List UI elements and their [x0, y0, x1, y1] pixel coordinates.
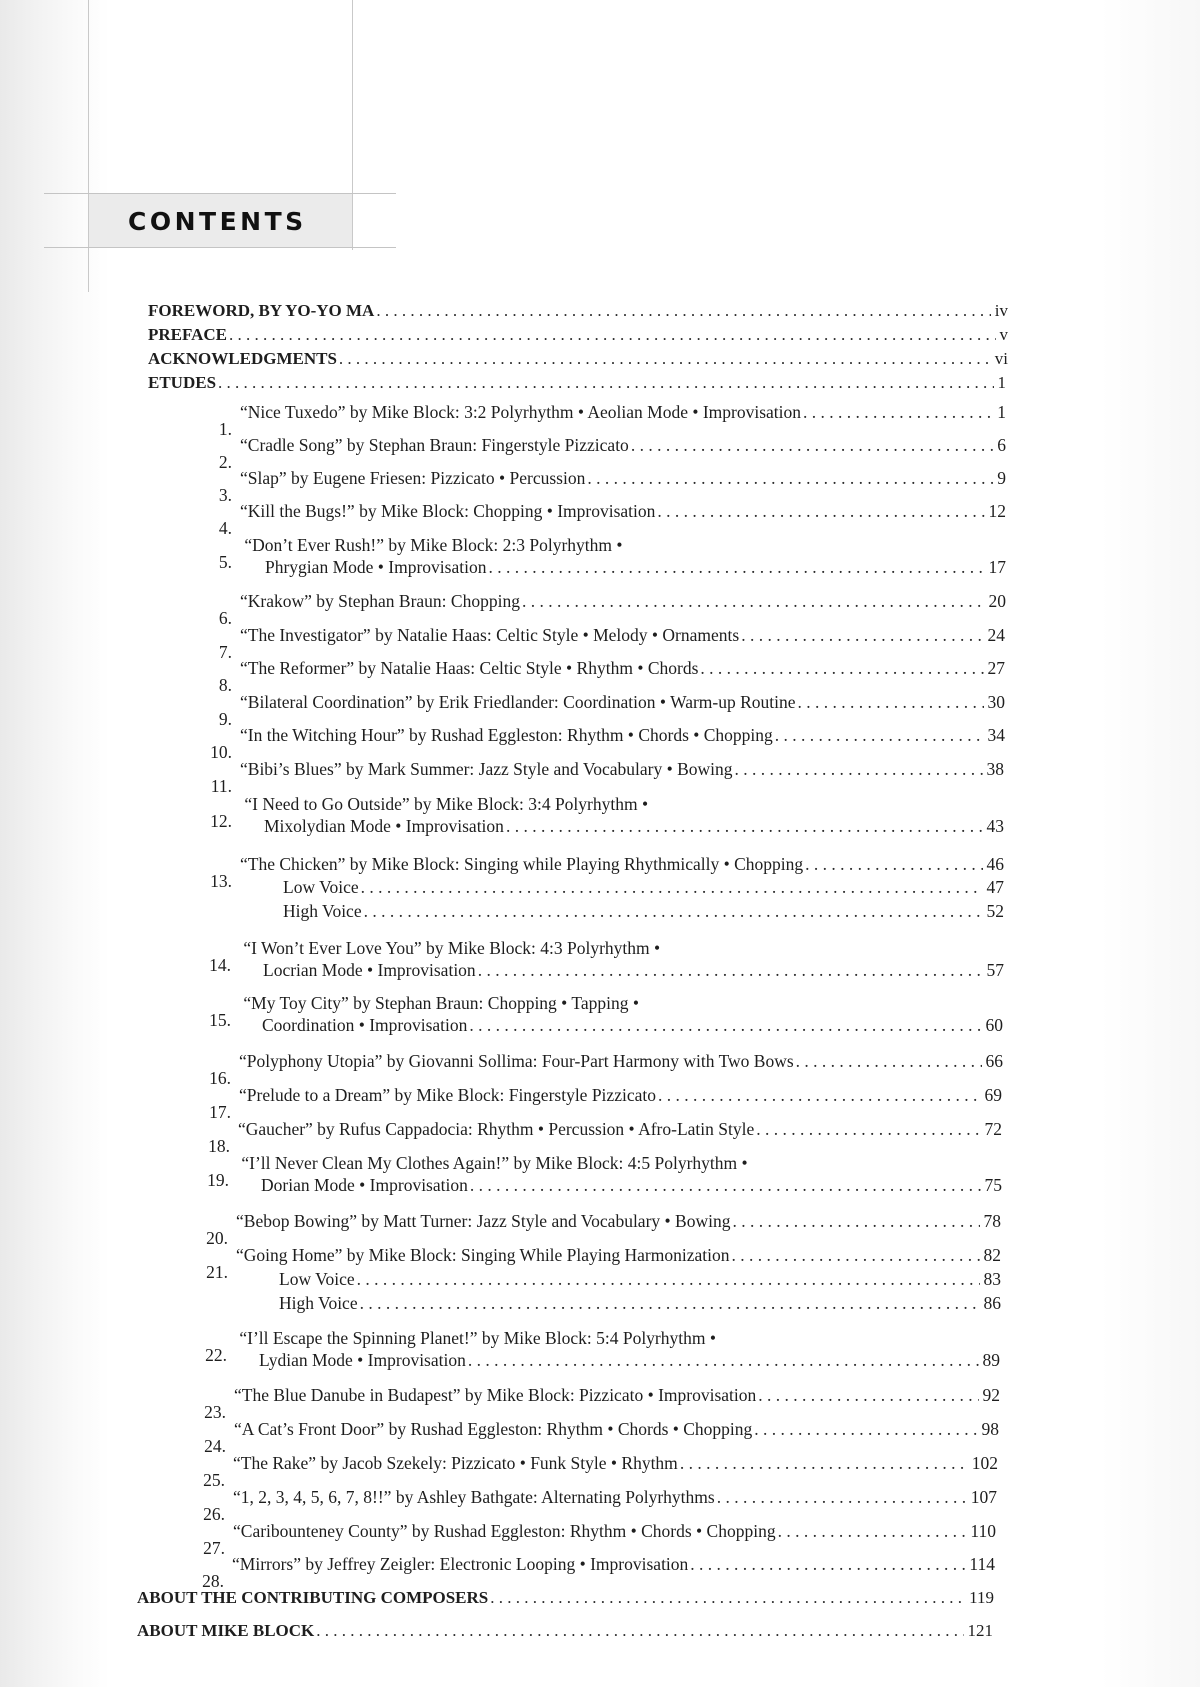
etude-title: “Caribounteney County” by Rushad Eggleston: Rhythm • Chords • Chopping: [233, 1521, 776, 1541]
dot-leader: [218, 372, 993, 394]
etude-title: “Polyphony Utopia” by Giovanni Sollima: Four-Part Harmony with Two Bows: [239, 1051, 794, 1071]
entry-page: 119: [969, 1588, 994, 1607]
entry-page: v: [999, 325, 1008, 344]
etude-title: “Gaucher” by Rufus Cappadocia: Rhythm • Percussion • Afro-Latin Style: [238, 1119, 755, 1139]
etude-title: “A Cat’s Front Door” by Rushad Eggleston: Rhythm • Chords • Chopping: [234, 1419, 753, 1439]
dot-leader: [469, 1014, 981, 1036]
etude-number: 10.: [210, 742, 232, 762]
etude-title: “Nice Tuxedo” by Mike Block: 3:2 Polyrhythm • Aeolian Mode • Improvisation: [240, 402, 802, 422]
dot-leader: [658, 1084, 981, 1106]
dot-leader: [732, 1244, 980, 1266]
toc-etude-2[interactable]: [218, 434, 1006, 472]
dot-leader: [229, 324, 995, 346]
entry-page: 34: [987, 725, 1005, 745]
entry-page: 57: [986, 960, 1004, 980]
etude-title: “Kill the Bugs!” by Mike Block: Chopping • Improvisation: [240, 501, 656, 521]
etude-title: “The Blue Danube in Budapest” by Mike Block: Pizzicato • Improvisation: [234, 1385, 757, 1405]
entry-page: 78: [983, 1211, 1001, 1231]
entry-page: 1: [997, 373, 1006, 392]
sub-entry-title: Low Voice: [279, 1269, 355, 1289]
etude-title-cont: Phrygian Mode • Improvisation: [265, 557, 487, 577]
etude-number: 17.: [209, 1102, 231, 1122]
etude-number: 16.: [209, 1068, 231, 1088]
etude-number: 9.: [218, 709, 232, 729]
entry-page: 46: [986, 854, 1004, 874]
entry-title: ABOUT THE CONTRIBUTING COMPOSERS: [137, 1588, 489, 1607]
entry-page: 102: [971, 1453, 998, 1473]
etude-title-cont: Locrian Mode • Improvisation: [263, 960, 476, 980]
dot-leader: [522, 590, 985, 612]
etude-number: 28.: [202, 1571, 224, 1591]
etude-title: “The Reformer” by Natalie Haas: Celtic Style • Rhythm • Chords: [240, 658, 699, 678]
etude-title: “In the Witching Hour” by Rushad Eggleston: Rhythm • Chords • Chopping: [240, 725, 773, 745]
toc-etude-19[interactable]: [261, 1174, 1002, 1196]
sub-entry-title: High Voice: [283, 901, 362, 921]
sub-entry-title: Low Voice: [283, 877, 359, 897]
etude-number: 25.: [203, 1470, 225, 1490]
etude-title: “Slap” by Eugene Friesen: Pizzicato • Percussion: [240, 468, 586, 488]
toc-etude-27[interactable]: [203, 1520, 996, 1558]
etude-number: 20.: [206, 1228, 228, 1248]
toc-etude-21-high-voice[interactable]: [279, 1292, 1001, 1314]
entry-page: 17: [988, 557, 1006, 577]
dot-leader: [680, 1452, 968, 1474]
toc-etude-14[interactable]: [263, 959, 1004, 981]
entry-page: 24: [987, 625, 1005, 645]
toc-etude-12[interactable]: [264, 815, 1004, 837]
toc-etude-10[interactable]: [210, 724, 1005, 762]
etude-title: “Bibi’s Blues” by Mark Summer: Jazz Style and Vocabulary • Bowing: [240, 759, 733, 779]
etude-title-cont: Coordination • Improvisation: [262, 1015, 468, 1035]
entry-page: 92: [982, 1385, 1000, 1405]
toc-etude-7[interactable]: [218, 624, 1005, 662]
toc-entry-acknowledgments[interactable]: [148, 348, 1008, 370]
entry-page: 83: [983, 1269, 1001, 1289]
entry-page: vi: [994, 349, 1008, 368]
entry-page: 52: [986, 901, 1004, 921]
dot-leader: [690, 1553, 965, 1575]
etude-number: 7.: [218, 642, 232, 662]
etude-number: 6.: [218, 608, 232, 628]
entry-page: 86: [983, 1293, 1001, 1313]
frame-line-bottom: [44, 247, 396, 248]
page-title: CONTENTS: [128, 207, 307, 236]
etude-title-cont: Mixolydian Mode • Improvisation: [264, 816, 504, 836]
entry-page: 20: [988, 591, 1006, 611]
etude-number: 5.: [218, 552, 232, 572]
entry-page: iv: [994, 301, 1008, 320]
etude-title-cont: Dorian Mode • Improvisation: [261, 1175, 468, 1195]
toc-etude-6[interactable]: [218, 590, 1006, 628]
etude-title: “Going Home” by Mike Block: Singing While Playing Harmonization: [236, 1245, 730, 1265]
toc-etude-25[interactable]: [203, 1452, 998, 1490]
frame-line-right: [352, 0, 353, 250]
dot-leader: [316, 1620, 963, 1642]
etude-number: 26.: [203, 1504, 225, 1524]
etude-title: “I Need to Go Outside” by Mike Block: 3:4 Polyrhythm •: [244, 794, 649, 814]
toc-entry-preface[interactable]: [148, 324, 1008, 346]
toc-etude-4[interactable]: [218, 500, 1006, 538]
dot-leader: [376, 300, 990, 322]
entry-page: 60: [985, 1015, 1003, 1035]
dot-leader: [803, 401, 993, 423]
frame-line-top: [44, 193, 396, 194]
dot-leader: [717, 1486, 967, 1508]
toc-etude-22[interactable]: [259, 1349, 1000, 1371]
dot-leader: [468, 1349, 979, 1371]
etude-number: 24.: [204, 1436, 226, 1456]
dot-leader: [357, 1268, 980, 1290]
etude-title: “The Rake” by Jacob Szekely: Pizzicato • Funk Style • Rhythm: [233, 1453, 678, 1473]
entry-page: 66: [985, 1051, 1003, 1071]
dot-leader: [488, 556, 984, 578]
etude-title: “The Investigator” by Natalie Haas: Celtic Style • Melody • Ornaments: [240, 625, 740, 645]
toc-etude-17[interactable]: [209, 1084, 1002, 1122]
dot-leader: [361, 876, 983, 898]
entry-page: 110: [970, 1521, 996, 1541]
dot-leader: [798, 691, 984, 713]
entry-page: 107: [970, 1487, 997, 1507]
etude-number: 12.: [210, 811, 232, 831]
etude-number: 27.: [203, 1538, 225, 1558]
frame-line-left: [88, 0, 89, 292]
toc-etude-26[interactable]: [203, 1486, 997, 1524]
etude-title: “The Chicken” by Mike Block: Singing while Playing Rhythmically • Chopping: [240, 854, 804, 874]
toc-etude-3[interactable]: [218, 467, 1006, 505]
etude-number: 11.: [210, 776, 232, 796]
toc-etude-11[interactable]: [210, 758, 1004, 796]
etude-title: “Krakow” by Stephan Braun: Chopping: [240, 591, 520, 611]
etude-number: 8.: [218, 675, 232, 695]
dot-leader: [700, 657, 983, 679]
toc-entry-about-mike-block[interactable]: [137, 1620, 993, 1642]
etude-title: “Bebop Bowing” by Matt Turner: Jazz Style and Vocabulary • Bowing: [236, 1211, 731, 1231]
dot-leader: [506, 815, 983, 837]
toc-etude-15[interactable]: [262, 1014, 1003, 1036]
entry-page: 89: [982, 1350, 1000, 1370]
entry-title: PREFACE: [148, 325, 228, 344]
toc-etude-23[interactable]: [204, 1384, 1000, 1422]
etude-title: “I’ll Never Clean My Clothes Again!” by Mike Block: 4:5 Polyrhythm •: [241, 1153, 748, 1173]
etude-title: “I’ll Escape the Spinning Planet!” by Mike Block: 5:4 Polyrhythm •: [239, 1328, 716, 1348]
dot-leader: [735, 758, 983, 780]
dot-leader: [657, 500, 984, 522]
etude-number: 13.: [210, 871, 232, 891]
toc-etude-18[interactable]: [208, 1118, 1002, 1156]
dot-leader: [805, 853, 982, 875]
dot-leader: [339, 348, 991, 370]
etude-title: “My Toy City” by Stephan Braun: Chopping • Tapping •: [243, 993, 639, 1013]
toc-entry-about-composers[interactable]: [137, 1587, 994, 1609]
etude-number: 19.: [207, 1170, 229, 1190]
entry-page: 38: [986, 759, 1004, 779]
entry-page: 9: [997, 468, 1006, 488]
dot-leader: [754, 1418, 977, 1440]
etude-title: “I Won’t Ever Love You” by Mike Block: 4:3 Polyrhythm •: [243, 938, 661, 958]
etude-title: “Prelude to a Dream” by Mike Block: Fingerstyle Pizzicato: [239, 1085, 656, 1105]
toc-etude-8[interactable]: [218, 657, 1005, 695]
toc-etude-1[interactable]: [218, 401, 1006, 439]
toc-etude-21-low-voice[interactable]: [279, 1268, 1001, 1290]
toc-etude-13-low-voice[interactable]: [283, 876, 1004, 898]
entry-page: 75: [984, 1175, 1002, 1195]
etude-number: 18.: [208, 1136, 230, 1156]
entry-page: 72: [984, 1119, 1002, 1139]
etude-title: “Cradle Song” by Stephan Braun: Fingerstyle Pizzicato: [240, 435, 629, 455]
dot-leader: [470, 1174, 981, 1196]
entry-page: 47: [986, 877, 1004, 897]
dot-leader: [756, 1118, 980, 1140]
toc-etude-5[interactable]: [265, 556, 1006, 578]
etude-number: 15.: [209, 1010, 231, 1030]
entry-page: 30: [987, 692, 1005, 712]
dot-leader: [758, 1384, 978, 1406]
dot-leader: [490, 1587, 965, 1609]
entry-page: 98: [981, 1419, 999, 1439]
etude-number: 1.: [218, 419, 232, 439]
dot-leader: [732, 1210, 979, 1232]
entry-page: 27: [987, 658, 1005, 678]
toc-etude-28[interactable]: [202, 1553, 995, 1591]
entry-title: ABOUT MIKE BLOCK: [137, 1621, 315, 1640]
dot-leader: [364, 900, 983, 922]
toc-etude-9[interactable]: [218, 691, 1005, 729]
toc-entry-etudes[interactable]: [148, 372, 1006, 394]
entry-page: 82: [983, 1245, 1001, 1265]
etude-number: 21.: [206, 1262, 228, 1282]
dot-leader: [478, 959, 983, 981]
sub-entry-title: High Voice: [279, 1293, 358, 1313]
toc-etude-13-high-voice[interactable]: [283, 900, 1004, 922]
entry-page: 121: [967, 1621, 993, 1640]
etude-number: 4.: [218, 518, 232, 538]
dot-leader: [587, 467, 993, 489]
dot-leader: [796, 1050, 982, 1072]
etude-number: 14.: [209, 955, 231, 975]
etude-number: 2.: [218, 452, 232, 472]
etude-title: “1, 2, 3, 4, 5, 6, 7, 8!!” by Ashley Bathgate: Alternating Polyrhythms: [233, 1487, 715, 1507]
etude-number: 3.: [218, 485, 232, 505]
dot-leader: [775, 724, 984, 746]
toc-etude-20[interactable]: [206, 1210, 1001, 1248]
toc-entry-foreword[interactable]: [148, 300, 1008, 322]
entry-page: 1: [997, 402, 1006, 422]
entry-page: 43: [986, 816, 1004, 836]
toc-etude-16[interactable]: [209, 1050, 1003, 1088]
entry-title: FOREWORD, BY YO-YO MA: [148, 301, 375, 320]
entry-page: 114: [969, 1554, 995, 1574]
entry-title: ACKNOWLEDGMENTS: [148, 349, 337, 368]
entry-page: 6: [997, 435, 1006, 455]
dot-leader: [360, 1292, 980, 1314]
etude-title-cont: Lydian Mode • Improvisation: [259, 1350, 466, 1370]
etude-title: “Bilateral Coordination” by Erik Friedlander: Coordination • Warm-up Routine: [240, 692, 796, 712]
dot-leader: [741, 624, 983, 646]
dot-leader: [778, 1520, 967, 1542]
etude-title: “Mirrors” by Jeffrey Zeigler: Electronic Looping • Improvisation: [232, 1554, 689, 1574]
entry-title: ETUDES: [148, 373, 217, 392]
dot-leader: [631, 434, 993, 456]
toc-etude-24[interactable]: [204, 1418, 999, 1456]
etude-title: “Don’t Ever Rush!” by Mike Block: 2:3 Polyrhythm •: [244, 535, 623, 555]
etude-number: 22.: [205, 1345, 227, 1365]
entry-page: 69: [984, 1085, 1002, 1105]
etude-number: 23.: [204, 1402, 226, 1422]
entry-page: 12: [988, 501, 1006, 521]
